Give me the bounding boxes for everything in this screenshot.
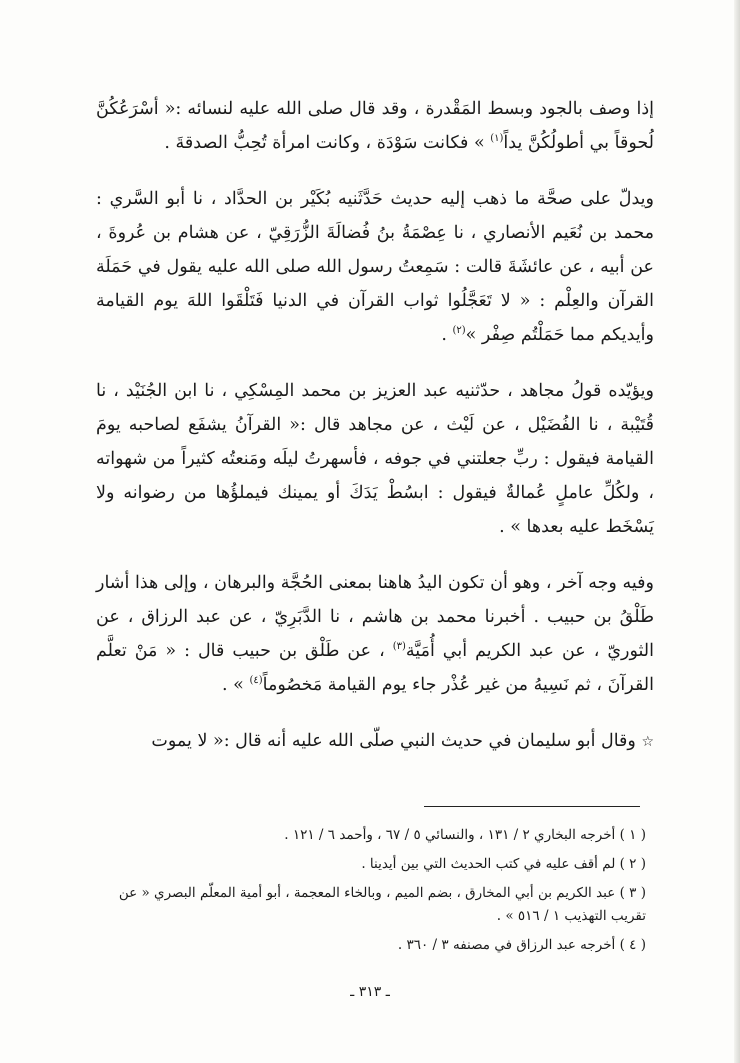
footnote-ref-1[interactable]: (١) [490, 133, 504, 145]
footnote-1: ( ١ ) أخرجه البخاري ٢ / ١٣١ ، والنسائي ٥ / ٦٧ ، وأحمد ٦ / ١٢١ . [284, 827, 646, 843]
footnote-ref-3[interactable]: (٣) [392, 641, 406, 653]
footnotes [96, 824, 646, 963]
footnote-ref-2[interactable]: (٢) [452, 325, 466, 337]
paragraph-1-text: إذا وصف بالجود وبسط المَقْدرة ، وقد قال صلى الله عليه لنسائه :« أسْرَعُكُنَّ لُحوقاً بي أطولُكُنَّ يداً [96, 99, 654, 153]
paragraph-4-tail: ، عن طَلْق بن حبيب قال : « مَنْ تعلَّم القرآنَ ، ثم نَسِيهُ من غير عُذْر جاء يوم القيامة مَخصُوماً [96, 641, 654, 695]
paragraph-5-text: وقال أبو سليمان في حديث النبي صلّى الله عليه أنه قال :« لا يموت [151, 731, 642, 751]
paragraph-1 [96, 92, 654, 160]
page-number: ـ ٣١٣ ـ [350, 984, 390, 1000]
footnote-ref-4[interactable]: (٤) [249, 675, 263, 687]
footnote-2: ( ٢ ) لم أقف عليه في كتب الحديث التي بين أيدينا . [361, 856, 646, 872]
paragraph-2 [96, 182, 654, 352]
paragraph-2-tail: . [441, 325, 453, 345]
paragraph-1-tail: » فكانت سَوْدَة ، وكانت امرأة تُحِبُّ الصدقةَ . [164, 133, 491, 153]
star-icon: ☆ [641, 734, 654, 750]
paragraph-2-text: ويدلّ على صحَّة ما ذهب إليه حديث حَدَّثَنيه بُكَيْر بن الحدَّاد ، نا أبو السَّري : محمد بن نُعَيم الأنصاري ، نا عِصْمَةُ بنُ فُضالَةَ الزُّرَقِيّ ، عن هشام بن عُروةَ ، عن أبيه ، عن عائشَةَ قالت : سَمِعتُ رسول الله صلى الله عليه يقول في حَمَلَة القرآن والعِلْم : « لا تَعَجَّلُوا ثواب القرآن في الدنيا فَتَلْقَوا اللهَ يوم القيامة وأيديكم مما حَمَلْتُم صِفْر » [96, 189, 654, 345]
paragraph-3 [96, 374, 654, 544]
main-text [96, 92, 654, 759]
footnote-3: ( ٣ ) عبد الكريم بن أبي المخارق ، بضم الميم ، وبالخاء المعجمة ، أبو أمية المعلّم البصري « عن تقريب التهذيب ١ / ٥١٦ » . [118, 885, 646, 924]
paragraph-3-text: ويؤيّده قولُ مجاهد ، حدّثنيه عبد العزيز بن محمد المِسْكِي ، نا ابن الجُنَيْد ، نا قُتَيْبة ، نا الفُضَيْل ، عن لَيْث ، عن مجاهد قال :« القرآنُ يشفَع لصاحبه يومَ القيامة فيقول : ربِّ جعلتني في جوفه ، فأسهرتُ ليلَه ومَنعتُه كثيراً من شهواته ، ولكُلِّ عاملٍ عُمالةٌ فيقول : ابسُطْ يَدَكَ أو يمينك فيملؤُها من رضوانه ولا يَسْخَط عليه بعدها » . [96, 381, 654, 537]
footnote-4: ( ٤ ) أخرجه عبد الرزاق في مصنفه ٣ / ٣٦٠ . [397, 937, 646, 953]
paragraph-4-text: وفيه وجه آخر ، وهو أن تكون اليدُ هاهنا بمعنى الحُجَّة والبرهان ، وإلى هذا أشار طَلْقُ بن حبيب . أخبرنا محمد بن هاشم ، نا الدَّبَرِيّ ، عن عبد الرزاق ، عن الثوريّ ، عن عبد الكريم أبي أُمَيَّة [96, 573, 654, 661]
footnote-divider [424, 806, 640, 807]
paragraph-5 [96, 724, 654, 759]
paragraph-4 [96, 566, 654, 702]
scan-edge [734, 0, 740, 1063]
paragraph-4-tail-2: » . [222, 675, 250, 695]
